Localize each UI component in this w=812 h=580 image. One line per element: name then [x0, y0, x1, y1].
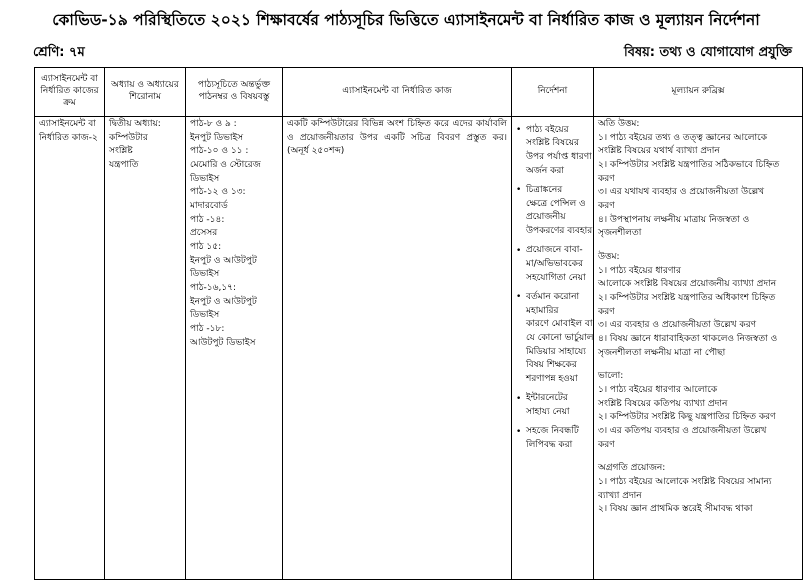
lesson-line: পাঠ -১৪: — [190, 214, 225, 225]
chapter-line: দ্বিতীয় অধ্যায়: — [109, 119, 161, 129]
cell-serial — [35, 117, 105, 580]
class-label: শ্রেণি: ৭ম — [33, 45, 85, 60]
rubric-line: ১। পাঠ্য বইয়ের তথ্য ও তত্ত্ব জ্ঞানের আলোকে — [598, 132, 768, 143]
header-assignment: এ্যাসাইনমেন্ট বা নির্ধারিত কাজ — [283, 68, 512, 117]
direction-line: সহযোগিতা নেয়া — [526, 272, 586, 283]
table-header-row — [35, 68, 803, 117]
lesson-line: ইনপুট ও আউটপুট — [190, 255, 257, 266]
header-chapter: অধ্যায় ও অধ্যায়ের শিরোনাম — [105, 68, 186, 117]
rubric-line: সৃজনশীলতা — [598, 228, 642, 239]
subject-label: বিষয়: তথ্য ও যোগাযোগ প্রযুক্তি — [624, 45, 792, 60]
direction-line: পাঠ্য বইয়ের — [526, 124, 569, 135]
direction-item — [516, 184, 593, 238]
bullet-icon: • — [516, 393, 522, 404]
serial-line: এ্যাসাইনমেন্ট বা — [39, 119, 96, 129]
direction-line: প্রয়োজনে বাবা- — [526, 245, 583, 256]
lesson-line: ডিভাইস — [190, 269, 220, 280]
cell-chapter — [105, 117, 186, 580]
rubric-line: ৩। এর কতিপয় ব্যবহার ও প্রয়োজনীয়তা উল্লেখ — [598, 426, 767, 437]
chapter-line: যন্ত্রপাতি — [109, 160, 139, 171]
cell-rubric — [594, 117, 803, 580]
chapter-line: কম্পিউটার — [109, 132, 148, 143]
rubric-line: ২। কম্পিউটার সংশ্লিষ্ট যন্ত্রপাতির অধিকাংশ চিহ্নিত — [598, 293, 776, 304]
rubric-line: করণ — [598, 173, 615, 184]
chapter-line: সংশ্লিষ্ট — [109, 146, 133, 157]
direction-line: ইন্টারনেটের — [526, 393, 568, 404]
document-title: কোভিড-১৯ পরিস্থিতিতে ২০২১ শিক্ষাবর্ষের পাঠ্যসূচির ভিত্তিতে এ্যাসাইনমেন্ট বা নির্ধারিত কাজ ও মূল্যায়ন নির্দেশনা — [52, 11, 760, 29]
bullet-icon: • — [516, 426, 522, 437]
direction-line: অর্জন করা — [526, 165, 564, 176]
bullet-icon: • — [516, 245, 522, 256]
rubric-line: করণ — [598, 306, 615, 317]
rubric-line: ৩। এর ব্যবহার ও প্রয়োজনীয়তা উল্লেখ করণ — [598, 320, 757, 331]
rubric-line: করণ — [598, 201, 615, 212]
rubric-line: সংশ্লিষ্ট বিষয়ের যথার্থ ব্যাখ্যা প্রদান — [598, 146, 720, 157]
header-serial: এ্যাসাইনমেন্ট বা নির্ধারিত কাজের ক্রম — [35, 68, 105, 117]
rubric-line: ২। বিষয় জ্ঞান প্রাথমিক স্তরেই সীমাবদ্ধ থাকা — [598, 504, 753, 515]
lesson-line: পাঠ-৮ ও ৯ : — [190, 119, 237, 129]
direction-line: সাহায্য নেয়া — [526, 407, 570, 418]
lesson-line: পাঠ ১৫: — [190, 242, 222, 253]
rubric-level: ভালো: — [598, 371, 624, 382]
rubric-line: ১। পাঠ্য বইয়ের ধারণার — [598, 265, 681, 276]
direction-line: মহামারির — [526, 305, 559, 316]
header-directions: নির্দেশনা — [512, 68, 594, 117]
direction-item — [516, 426, 589, 453]
lesson-line: আউটপুট ডিভাইস — [190, 337, 256, 348]
cell-assignment — [283, 117, 512, 580]
rubric-line: করণ — [598, 439, 615, 450]
direction-line: লিপিবদ্ধ করা — [526, 440, 573, 451]
direction-line: যে কোনো ভার্চুয়াল — [526, 333, 594, 344]
direction-line: শরণাপন্ন হওয়া — [526, 374, 578, 385]
rubric-level: অতি উত্তম: — [598, 119, 640, 129]
direction-item — [516, 245, 589, 286]
direction-line: বর্তমান করোনা — [526, 292, 580, 303]
direction-line: কারণে মোবাইল বা — [526, 319, 593, 330]
header-rubric: মূল্যায়ন রুব্রিক্স — [594, 68, 803, 117]
direction-item — [516, 124, 592, 178]
rubric-line: ব্যাখ্যা প্রদান — [598, 490, 642, 501]
lesson-line: পাঠ-১২ ও ১৩: — [190, 187, 246, 198]
direction-line: মা/অভিভাবকের — [526, 259, 583, 270]
rubric-line: ২। কম্পিউটার সংশ্লিষ্ট কিছু যন্ত্রপাতির চিহ্নিত করণ — [598, 412, 776, 423]
direction-line: সহজে নিবন্ধটি — [526, 426, 579, 437]
rubric-line: ১। পাঠ্য বইয়ের আলোকে সংশ্লিষ্ট বিষয়ের সামান্য — [598, 477, 772, 488]
direction-line: ক্ষেত্রে পেন্সিল ও — [526, 198, 586, 209]
lesson-line: পাঠ-১৬,১৭: — [190, 283, 237, 294]
lesson-line: ইনপুট ডিভাইস — [190, 132, 244, 143]
rubric-line: ৪। বিষয় জ্ঞানে ধারাবাহিকতা থাকলেও নিজস্বতা ও — [598, 334, 778, 345]
lesson-line: প্রসেসর — [190, 228, 218, 239]
rubric-line: ১। পাঠ্য বইয়ের ধারণার আলোকে — [598, 385, 718, 396]
bullet-icon: • — [516, 125, 522, 135]
assignment-text: একটি কম্পিউটারের বিভিন্ন অংশ চিহ্নিত করে এদের কার্যাবলি ও প্রয়োজনীয়তার উপর একটি সচিত্র বিবরণ প্রস্তুত কর। (অনূর্ধ ২৫০শব্দ) — [287, 119, 507, 157]
direction-line: উপর পর্যাপ্ত ধারণা — [526, 152, 592, 163]
assignment-table — [34, 67, 803, 580]
lesson-line: ডিভাইস — [190, 310, 220, 321]
lesson-line: মেমোরি ও স্টোরেজ — [190, 160, 261, 171]
header-lessons: পাঠ্যসূচিতে অন্তর্ভুক্ত পাঠনম্বর ও বিষয়বস্তু — [186, 68, 283, 117]
direction-item — [516, 291, 594, 386]
lesson-line: ইনপুট ও আউটপুট — [190, 296, 257, 307]
cell-directions — [512, 117, 594, 580]
bullet-icon: • — [516, 292, 522, 303]
direction-line: মিডিয়ার সাহায্যে — [526, 346, 586, 357]
direction-item — [516, 393, 589, 420]
lesson-line: ডিভাইস — [190, 173, 220, 184]
cell-lessons — [186, 117, 283, 580]
bullet-icon: • — [516, 185, 522, 196]
rubric-line: আলোকে সংশ্লিষ্ট বিষয়ের প্রয়োজনীয় ব্যাখ্যা প্রদান — [598, 279, 777, 290]
direction-line: উপকরণের ব্যবহার — [526, 226, 593, 237]
rubric-line: সংশ্লিষ্ট বিষয়ের কতিপয় ব্যাখ্যা প্রদান — [598, 398, 728, 409]
lesson-line: মাদারবোর্ড — [190, 201, 228, 212]
rubric-line: ৪। উপস্থাপনায় লক্ষনীয় মাত্রায় নিজস্বতা ও — [598, 214, 750, 225]
direction-line: সংশ্লিষ্ট বিষয়ের — [526, 138, 579, 149]
direction-line: বিষয় শিক্ষকের — [526, 360, 577, 371]
rubric-level: অগ্রগতি প্রয়োজন: — [598, 463, 666, 474]
lesson-line: পাঠ-১০ ও ১১ : — [190, 146, 249, 157]
rubric-line: সৃজনশীলতা লক্ষনীয় মাত্রা না পৌছা — [598, 347, 726, 358]
lesson-line: পাঠ -১৮: — [190, 324, 225, 335]
rubric-level: উত্তম: — [598, 252, 620, 263]
table-row — [35, 117, 803, 580]
rubric-line: ৩। এর যথাযথ ব্যবহার ও প্রয়োজনীয়তা উল্লেখ — [598, 187, 765, 198]
direction-line: প্রয়োজনীয় — [526, 212, 566, 223]
direction-line: চিত্রাঙ্কনের — [526, 185, 563, 196]
serial-line: নির্ধারিত কাজ-২ — [39, 132, 98, 143]
rubric-line: ২। কম্পিউটার সংশ্লিষ্ট যন্ত্রপাতির সঠিকভাবে চিহ্নিত — [598, 160, 780, 171]
